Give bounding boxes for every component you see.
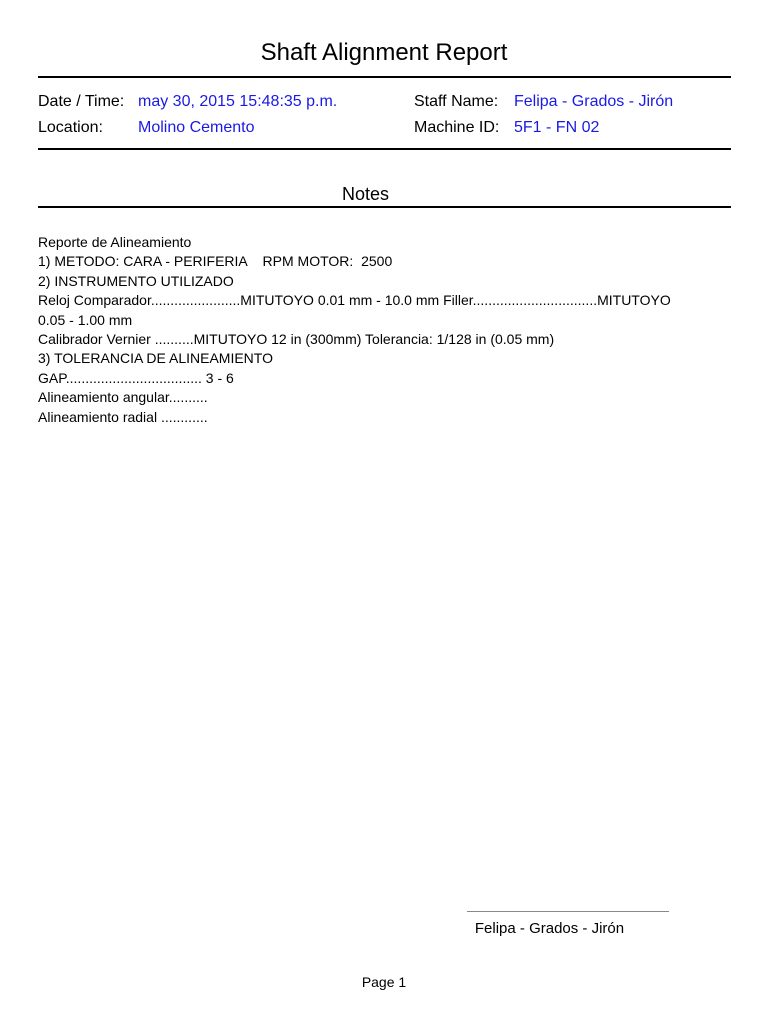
date-time-label: Date / Time:: [38, 93, 125, 110]
header-top-divider: [38, 76, 731, 78]
location-value: Molino Cemento: [138, 119, 255, 136]
signature-name: Felipa - Grados - Jirón: [474, 920, 625, 937]
report-title: Shaft Alignment Report: [260, 39, 508, 66]
location-label: Location:: [38, 119, 103, 136]
page-number: Page 1: [361, 974, 407, 990]
staff-name-value: Felipa - Grados - Jirón: [514, 93, 674, 110]
header-bottom-divider: [38, 148, 731, 150]
signature-line: [467, 911, 669, 912]
notes-heading: Notes: [341, 184, 390, 204]
date-time-value: may 30, 2015 15:48:35 p.m.: [138, 93, 338, 110]
notes-divider: [38, 206, 731, 208]
machine-id-value: 5F1 - FN 02: [514, 119, 600, 136]
staff-name-label: Staff Name:: [414, 93, 499, 110]
machine-id-label: Machine ID:: [414, 119, 500, 136]
notes-body: Reporte de Alineamiento 1) METODO: CARA - PERIFERIA RPM MOTOR: 2500 2) INSTRUMENTO UTILIZADO Reloj Comparador.......................MITUTOYO 0.01 mm - 10.0 mm Filler................................MITUTOYO 0.05 - 1.00 mm Calibrador Vernier ..........MITUTOYO 12 in (300mm) Tolerancia: 1/128 in (0.05 mm) 3) TOLERANCIA DE ALINEAMIENTO GAP................................... 3 - 6 Alineamiento angular.......... Alineamiento radial ............: [38, 234, 671, 425]
